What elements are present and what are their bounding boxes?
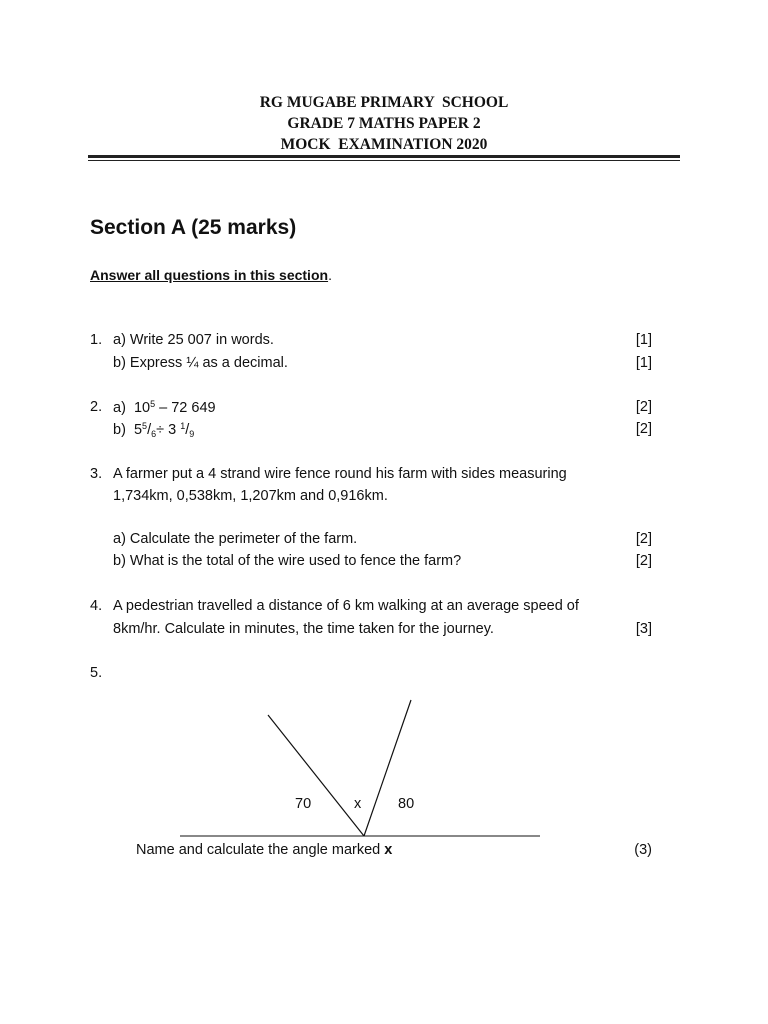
q3-a-mark: [2]: [635, 531, 652, 547]
q2-part-a: [113, 399, 216, 416]
instruction-period: .: [328, 267, 332, 283]
q4-mark: [3]: [635, 621, 652, 637]
q2-b-slash2: /: [185, 422, 190, 438]
q2-a-exponent: 5: [150, 399, 156, 409]
q5-prompt: [136, 842, 392, 858]
angle-diagram: [170, 690, 550, 840]
q2-part-b: [113, 421, 194, 439]
q2-number: 2.: [90, 399, 103, 415]
q1-number: 1.: [90, 332, 103, 348]
q2-a-rest: – 72 649: [155, 400, 216, 416]
q2-b-label: b): [113, 422, 126, 438]
q1-b-mark: [1]: [635, 355, 652, 371]
q2-b-whole: 5: [133, 422, 143, 438]
q2-b-numerator1: 5: [142, 421, 148, 431]
q3-part-a: a) Calculate the perimeter of the farm.: [113, 531, 358, 547]
q2-b-mark: [2]: [635, 421, 652, 437]
q2-b-denominator1: 6: [151, 429, 157, 439]
header-rule-thick: [88, 155, 680, 158]
exam-title: MOCK EXAMINATION 2020: [280, 136, 488, 153]
q2-a-mark: [2]: [635, 399, 652, 415]
header-rule-thin: [88, 160, 680, 161]
right-ray: [364, 700, 411, 836]
q3-line2: 1,734km, 0,538km, 1,207km and 0,916km.: [113, 488, 388, 504]
q5-mark: (3): [634, 842, 652, 858]
q4-number: 4.: [90, 598, 103, 614]
q2-b-numerator2: 1: [180, 421, 186, 431]
q3-number: 3.: [90, 466, 103, 482]
q5-prompt-text: Name and calculate the angle marked: [136, 842, 385, 858]
q2-a-base: 10: [133, 400, 151, 416]
q2-b-slash1: /: [147, 422, 152, 438]
q2-a-label: a): [113, 400, 126, 416]
q2-b-denominator2: 9: [189, 429, 195, 439]
q4-line1: A pedestrian travelled a distance of 6 km walking at an average speed of: [113, 598, 579, 614]
q5-prompt-variable: x: [384, 842, 393, 858]
angle-label-x: x: [354, 796, 362, 812]
exam-header: [0, 92, 768, 155]
instruction-text: Answer all questions in this section: [90, 267, 329, 283]
q1-part-b: b) Express ¼ as a decimal.: [113, 355, 288, 371]
q1-part-a: a) Write 25 007 in words.: [113, 332, 274, 348]
angle-label-70: 70: [295, 796, 312, 812]
q4-line2: 8km/hr. Calculate in minutes, the time taken for the journey.: [113, 621, 494, 637]
paper-title: GRADE 7 MATHS PAPER 2: [287, 115, 481, 132]
q2-b-operator: ÷ 3: [156, 422, 181, 438]
angle-label-80: 80: [398, 796, 415, 812]
school-name: RG MUGABE PRIMARY SCHOOL: [259, 94, 509, 111]
q3-line1: A farmer put a 4 strand wire fence round his farm with sides measuring: [113, 466, 567, 482]
q3-b-mark: [2]: [635, 553, 652, 569]
q5-number: 5.: [90, 665, 103, 681]
section-title: Section A (25 marks): [90, 216, 297, 239]
q1-a-mark: [1]: [635, 332, 652, 348]
q3-part-b: b) What is the total of the wire used to fence the farm?: [113, 553, 462, 569]
section-instruction: [90, 267, 332, 283]
left-ray: [268, 715, 364, 836]
